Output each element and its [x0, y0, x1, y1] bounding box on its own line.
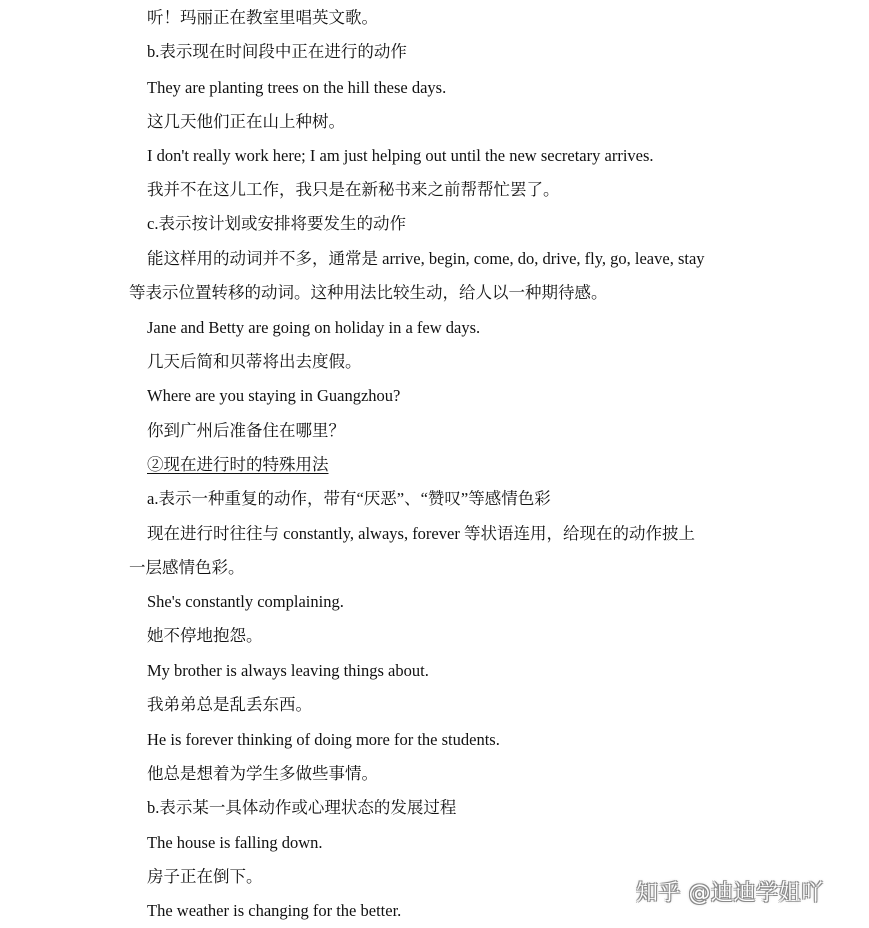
- text-line: a.表示一种重复的动作，带有“厌恶”、“赞叹”等感情色彩: [147, 489, 551, 508]
- text-line: b.表示某一具体动作或心理状态的发展过程: [147, 798, 457, 817]
- text-line: 她不停地抱怨。: [147, 626, 263, 645]
- text-line: 他总是想着为学生多做些事情。: [147, 764, 378, 783]
- text-line: My brother is always leaving things about.: [147, 661, 429, 680]
- text-line: 几天后简和贝蒂将出去度假。: [147, 352, 362, 371]
- text-line: 房子正在倒下。: [147, 867, 263, 886]
- text-line: 听！玛丽正在教室里唱英文歌。: [147, 8, 378, 27]
- text-line: 你到广州后准备住在哪里？: [147, 421, 345, 440]
- text-line: 我并不在这儿工作，我只是在新秘书来之前帮帮忙罢了。: [147, 180, 560, 199]
- text-line: He is forever thinking of doing more for the students.: [147, 730, 500, 749]
- text-line: Where are you staying in Guangzhou?: [147, 386, 401, 405]
- text-line: She's constantly complaining.: [147, 592, 344, 611]
- text-line: 我弟弟总是乱丢东西。: [147, 695, 312, 714]
- text-line: The weather is changing for the better.: [147, 901, 402, 920]
- section-heading: ②现在进行时的特殊用法: [147, 455, 329, 474]
- text-line: 现在进行时往往与 constantly, always, forever 等状语连用，给现在的动作披上: [147, 524, 695, 543]
- text-line: c.表示按计划或安排将要发生的动作: [147, 214, 406, 233]
- text-line: They are planting trees on the hill these days.: [147, 78, 447, 97]
- text-line: The house is falling down.: [147, 833, 323, 852]
- text-line: Jane and Betty are going on holiday in a few days.: [147, 318, 481, 337]
- text-line: 一层感情色彩。: [129, 558, 245, 577]
- text-line: 能这样用的动词并不多，通常是 arrive, begin, come, do, drive, fly, go, leave, stay: [147, 249, 705, 268]
- text-line: 等表示位置转移的动词。这种用法比较生动，给人以一种期待感。: [129, 283, 608, 302]
- text-line: 这几天他们正在山上种树。: [147, 112, 345, 131]
- text-line: b.表示现在时间段中正在进行的动作: [147, 42, 407, 61]
- text-line: I don't really work here; I am just helping out until the new secretary arrives.: [147, 146, 654, 165]
- watermark-text: 知乎 @迪迪学姐吖: [636, 881, 824, 906]
